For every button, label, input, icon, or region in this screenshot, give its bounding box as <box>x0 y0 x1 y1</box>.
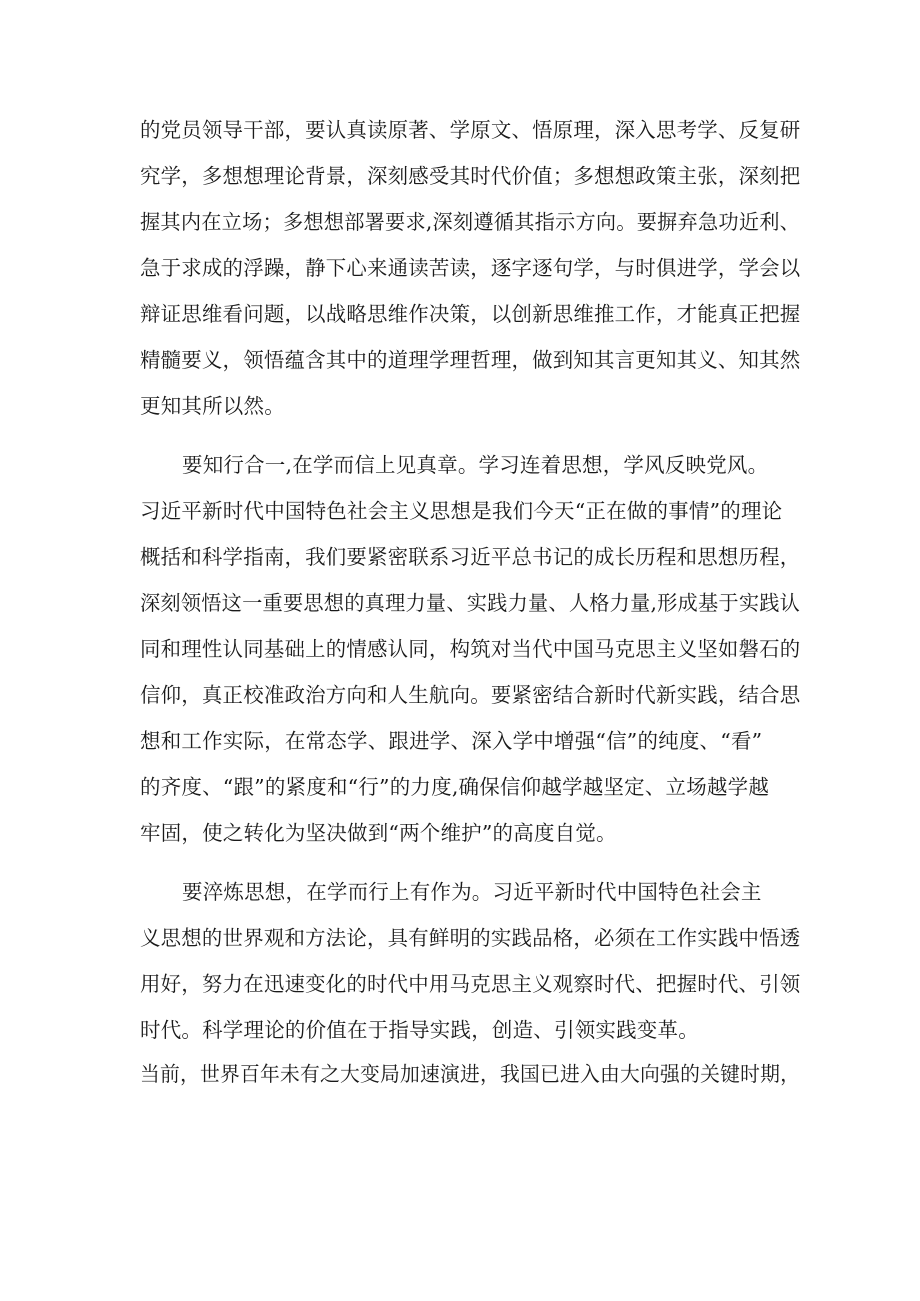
text-line: 精髓要义，领悟蕴含其中的道理学理哲理，做到知其言更知其义、知其然 <box>140 348 801 372</box>
text-line: 急于求成的浮躁，静下心来通读苦读，逐字逐句学，与时俱进学，学会以 <box>140 256 801 280</box>
text-line: 用好，努力在迅速变化的时代中用马克思主义观察时代、把握时代、引领 <box>140 972 801 996</box>
text-line: 要淬炼思想，在学而行上有作为。习近平新时代中国特色社会主 <box>182 880 762 904</box>
text-line: 辩证思维看问题，以战略思维作决策，以创新思维推工作，才能真正把握 <box>140 302 801 326</box>
text-line: 究学，多想想理论背景，深刻感受其时代价值；多想想政策主张，深刻把 <box>140 164 801 188</box>
text-line: 牢固，使之转化为坚决做到“两个维护”的高度自觉。 <box>140 821 617 845</box>
text-line: 义思想的世界观和方法论，具有鲜明的实践品格，必须在工作实践中悟透 <box>140 926 801 950</box>
text-line: 深刻领悟这一重要思想的真理力量、实践力量、人格力量,形成基于实践认 <box>140 591 801 615</box>
text-line: 时代。科学理论的价值在于指导实践，创造、引领实践变革。 <box>140 1018 699 1042</box>
text-line: 更知其所以然。 <box>140 394 285 418</box>
text-line: 同和理性认同基础上的情感认同，构筑对当代中国马克思主义坚如磐石的 <box>140 637 801 661</box>
text-line: 概括和科学指南，我们要紧密联系习近平总书记的成长历程和思想历程， <box>140 545 801 569</box>
text-line: 的党员领导干部，要认真读原著、学原文、悟原理，深入思考学、反复研 <box>140 118 801 142</box>
text-line: 握其内在立场；多想想部署要求,深刻遵循其指示方向。要摒弃急功近利、 <box>140 210 801 234</box>
text-line: 当前，世界百年未有之大变局加速演进，我国已进入由大向强的关键时期， <box>140 1062 801 1086</box>
text-line: 要知行合一,在学而信上见真章。学习连着思想，学风反映党风。 <box>182 453 769 477</box>
text-line: 信仰，真正校准政治方向和人生航向。要紧密结合新时代新实践，结合思 <box>140 683 801 707</box>
text-line: 想和工作实际，在常态学、跟进学、深入学中增强“信”的纯度、“看” <box>140 729 763 753</box>
text-line: 习近平新时代中国特色社会主义思想是我们今天“正在做的事情”的理论 <box>140 499 783 523</box>
text-line: 的齐度、“跟”的紧度和“行”的力度,确保信仰越学越坚定、立场越学越 <box>140 775 770 799</box>
